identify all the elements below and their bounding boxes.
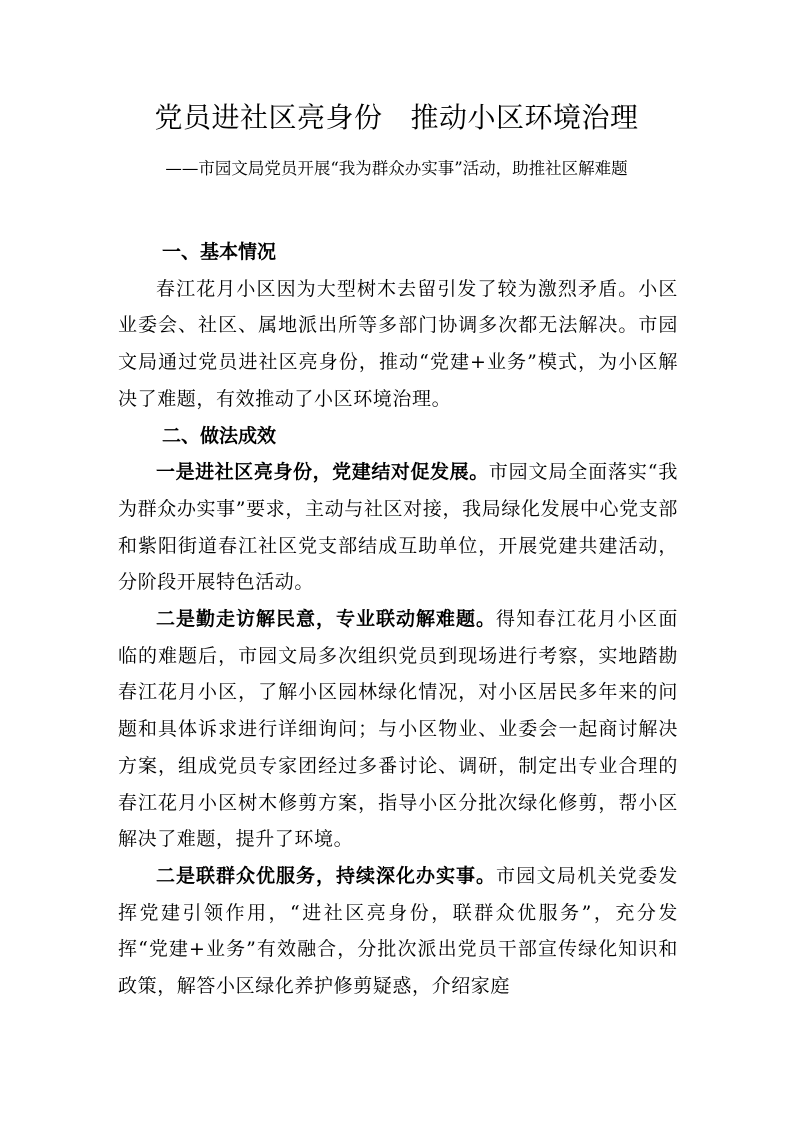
paragraph-text: 得知春江花月小区面临的难题后，市园文局多次组织党员到现场进行考察，实地踏勘春江花月小区，了解小区园林绿化情况，对小区居民多年来的问题和具体诉求进行详细询问；与小区物业、业委会一起商讨解决方案，组成党员专家团经过多番讨论、调研，制定出专业合理的春江花月小区树木修剪方案，指导小区分批次绿化修剪，帮小区解决了难题，提升了环境。 (118, 608, 678, 851)
paragraph-text: 春江花月小区因为大型树木去留引发了较为激烈矛盾。小区业委会、社区、属地派出所等多部门协调多次都无法解决。市园文局通过党员进社区亮身份，推动“党建+业务”模式，为小区解决了难题，有效推动了小区环境治理。 (118, 277, 678, 410)
paragraph-lead: 二是勤走访解民意，专业联动解难题。 (156, 608, 496, 631)
paragraph-text: 市园文局全面落实“我为群众办实事”要求，主动与社区对接，我局绿化发展中心党支部和紫阳街道春江社区党支部结成互助单位，开展党建共建活动，分阶段开展特色活动。 (118, 461, 678, 594)
title-part-1: 党员进社区亮身份 (154, 101, 383, 134)
paragraph (118, 601, 678, 858)
document-body (118, 234, 678, 1005)
section-heading: 一、基本情况 (162, 241, 277, 263)
paragraph (118, 271, 678, 418)
document-subtitle: ——市园文局党员开展“我为群众办实事”活动，助推社区解难题 (165, 159, 628, 178)
title-part-2: 推动小区环境治理 (410, 101, 639, 134)
section-heading: 二、做法成效 (162, 424, 277, 447)
document-title (0, 98, 793, 138)
paragraph-lead: 二是联群众优服务，持续深化办实事。 (156, 864, 496, 887)
paragraph-lead: 一是进社区亮身份，党建结对促发展。 (156, 461, 489, 484)
paragraph (118, 454, 678, 601)
paragraph (118, 858, 678, 1005)
paragraph-text: 市园文局机关党委发挥党建引领作用，“进社区亮身份，联群众优服务”，充分发挥“党建+业务”有效融合，分批次派出党员干部宣传绿化知识和政策，解答小区绿化养护修剪疑惑，介绍家庭 (118, 864, 678, 998)
